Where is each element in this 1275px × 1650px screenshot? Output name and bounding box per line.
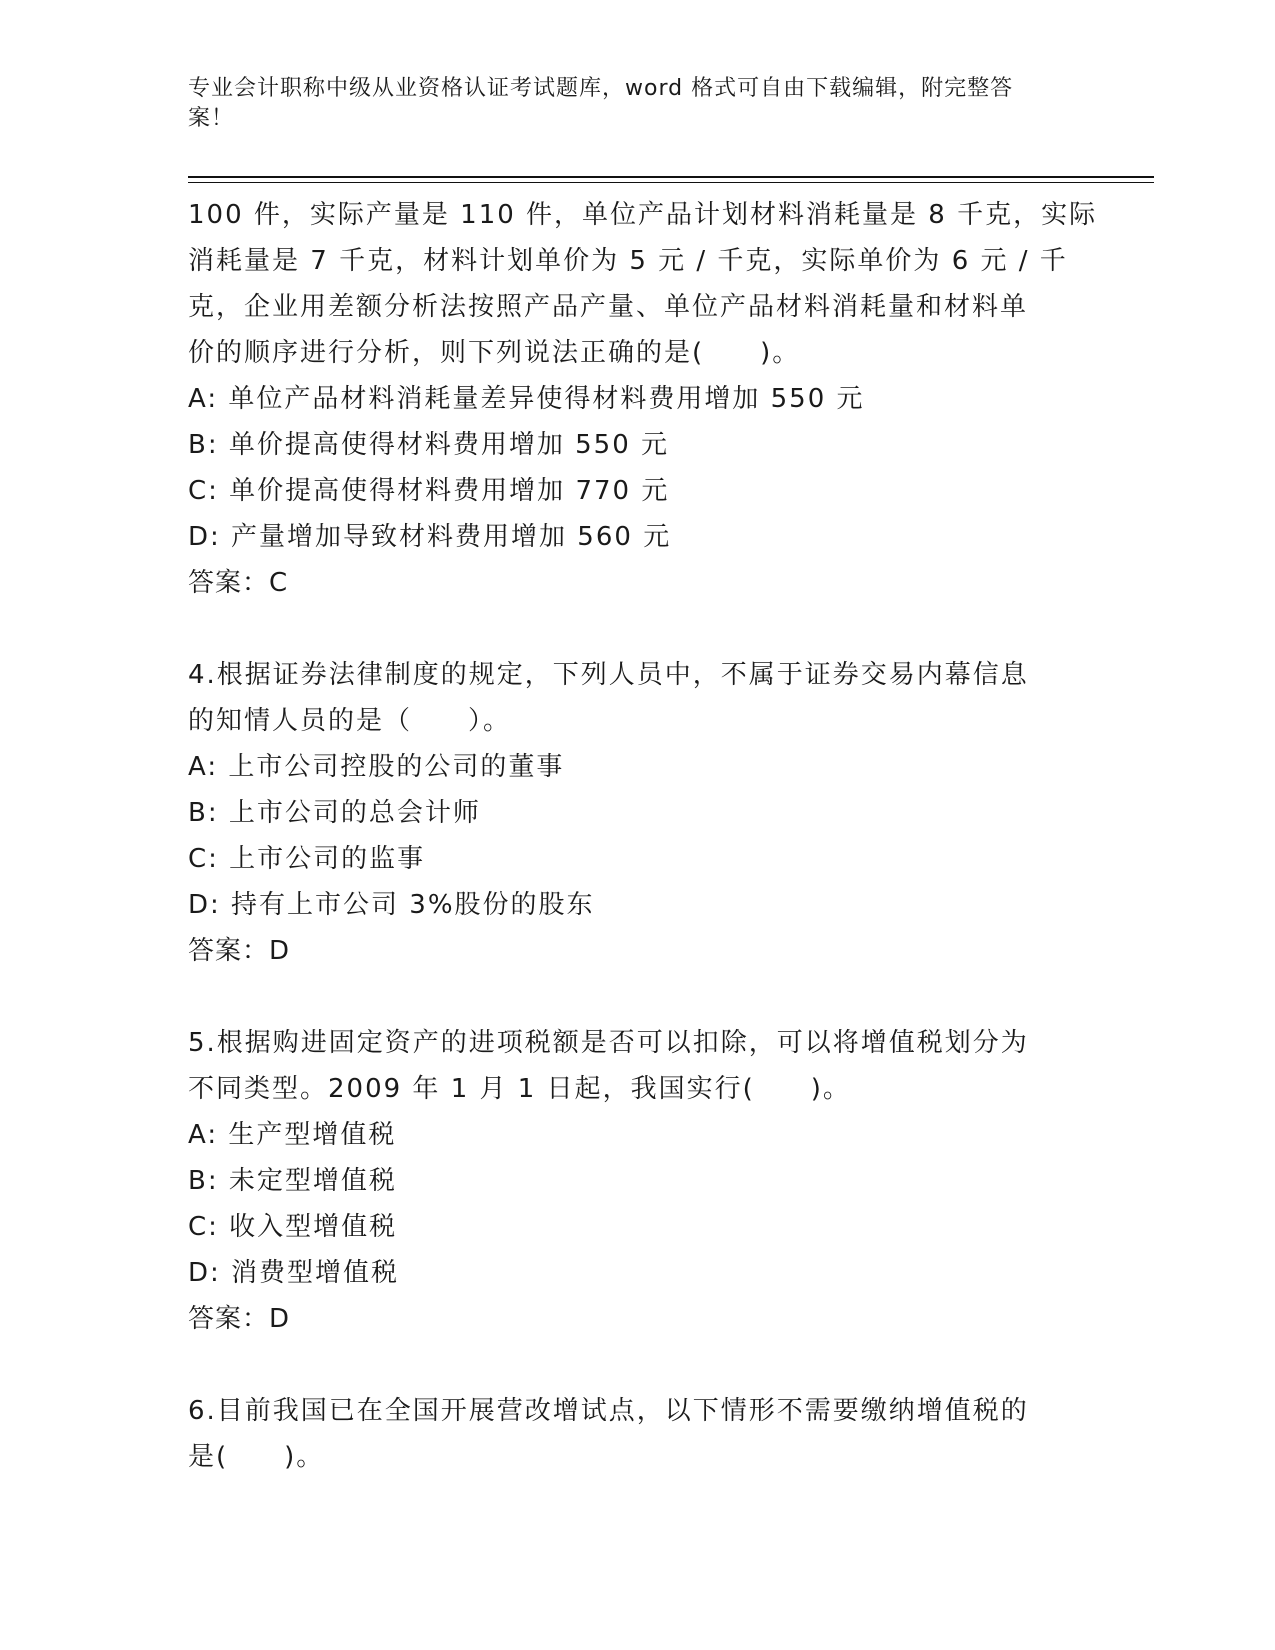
option-a: A: 单位产品材料消耗量差异使得材料费用增加 550 元: [188, 384, 865, 414]
answer-line: 答案：C: [188, 568, 289, 598]
question-stem-line: 价的顺序进行分析，则下列说法正确的是( )。: [188, 338, 801, 368]
header-divider-thick: [188, 176, 1154, 178]
header-line-2: 案！: [188, 106, 235, 131]
option-c: C: 上市公司的监事: [188, 844, 426, 874]
question-stem-line: 100 件，实际产量是 110 件，单位产品计划材料消耗量是 8 千克，实际: [188, 200, 1098, 230]
document-header: [188, 74, 1068, 134]
question-stem-line: 6.目前我国已在全国开展营改增试点，以下情形不需要缴纳增值税的: [188, 1396, 1029, 1426]
question-stem-line: 不同类型。2009 年 1 月 1 日起，我国实行( )。: [188, 1074, 851, 1104]
question-stem-line: 是( )。: [188, 1442, 325, 1472]
option-a: A: 生产型增值税: [188, 1120, 397, 1150]
question-stem-line: 的知情人员的是（ ）。: [188, 706, 512, 736]
question-spacer: [188, 1342, 1088, 1388]
question-4: [188, 652, 1088, 974]
question-5: [188, 1020, 1088, 1342]
question-stem-line: 消耗量是 7 千克，材料计划单价为 5 元 / 千克，实际单价为 6 元 / 千: [188, 246, 1068, 276]
header-line-1: 专业会计职称中级从业资格认证考试题库，word 格式可自由下载编辑，附完整答: [188, 76, 1014, 101]
answer-line: 答案：D: [188, 936, 291, 966]
header-divider-thin: [188, 182, 1154, 183]
question-3: [188, 192, 1098, 606]
question-spacer: [188, 974, 1088, 1020]
option-b: B: 上市公司的总会计师: [188, 798, 481, 828]
option-c: C: 收入型增值税: [188, 1212, 398, 1242]
question-list: [188, 192, 1098, 1480]
option-b: B: 未定型增值税: [188, 1166, 397, 1196]
question-spacer: [188, 606, 1088, 652]
option-a: A: 上市公司控股的公司的董事: [188, 752, 565, 782]
option-d: D: 持有上市公司 3%股份的股东: [188, 890, 595, 920]
option-d: D: 消费型增值税: [188, 1258, 400, 1288]
question-stem-line: 5.根据购进固定资产的进项税额是否可以扣除，可以将增值税划分为: [188, 1028, 1029, 1058]
question-stem-line: 4.根据证券法律制度的规定，下列人员中，不属于证券交易内幕信息: [188, 660, 1029, 690]
option-b: B: 单价提高使得材料费用增加 550 元: [188, 430, 670, 460]
question-6: [188, 1388, 1088, 1480]
answer-line: 答案：D: [188, 1304, 291, 1334]
option-d: D: 产量增加导致材料费用增加 560 元: [188, 522, 672, 552]
option-c: C: 单价提高使得材料费用增加 770 元: [188, 476, 670, 506]
question-stem-line: 克，企业用差额分析法按照产品产量、单位产品材料消耗量和材料单: [188, 292, 1029, 322]
